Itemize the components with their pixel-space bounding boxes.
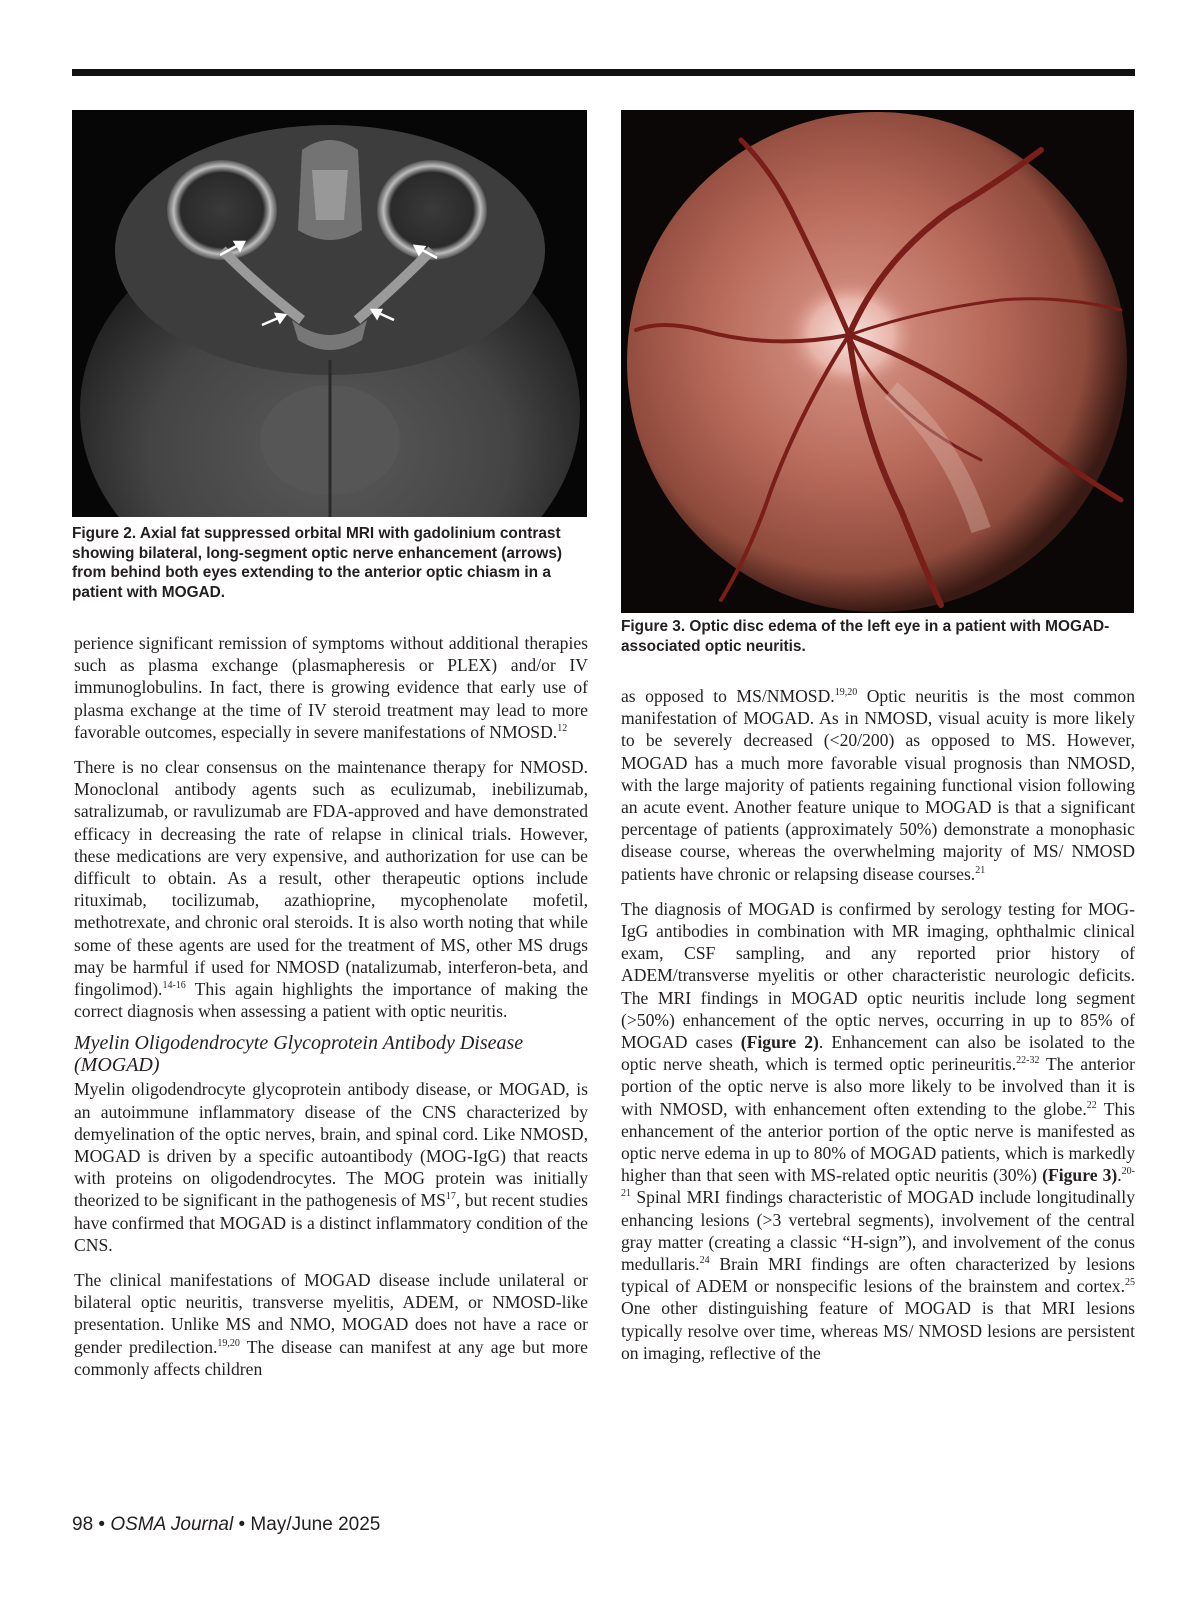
figure-2-mri-image	[72, 110, 587, 517]
paragraph: There is no clear consensus on the maintenance therapy for NMOSD. Monoclonal antibody agents such as eculizumab, inebilizumab, satralizumab, or ravulizumab are FDA-approved and have demonstrated efficacy in decreasing the rate of relapse in clinical trials. However, these medications are very expensive, and authorization for use can be difficult to obtain. As a result, other therapeutic options include rituximab, tocilizumab, azathioprine, mycophenolate mofetil, methotrexate, and chronic oral steroids. It is also worth noting that while some of these agents are used for the treatment of MS, other MS drugs may be harmful if used for NMOSD (natalizumab, interferon-beta, and fingolimod).$^{14-16}$ This again highlights the importance of making the correct diagnosis when assessing a patient with optic neuritis.	[74, 757, 588, 1022]
paragraph: The diagnosis of MOGAD is confirmed by serology testing for MOG-IgG antibodies in combination with MR imaging, ophthalmic clinical exam, CSF sampling, and any reported prior history of ADEM/transverse myelitis or other characteristic neurologic deficits. The MRI findings in MOGAD optic neuritis include long segment (>50%) enhancement of the optic nerves, occurring in up to 85% of MOGAD cases (Figure 2). Enhancement can also be isolated to the optic nerve sheath, which is termed optic perineuritis.$^{22-32}$ The anterior portion of the optic nerve is also more likely to be involved than it is with NMOSD, with enhancement often extending to the globe.$^{22}$ This enhancement of the anterior portion of the optic nerve is manifested as optic nerve edema in up to 80% of MOGAD patients, which is markedly higher than that seen with MS-related optic neuritis (30%) (Figure 3).$^{20-21}$ Spinal MRI findings characteristic of MOGAD include longitudinally enhancing lesions (>3 vertebral segments), involvement of the central gray matter (creating a classic “H-sign”), and involvement of the conus medullaris.$^{24}$ Brain MRI findings are often characterized by lesions typical of ADEM or nonspecific lesions of the brainstem and cortex.$^{25}$ One other distinguishing feature of MOGAD is that MRI lesions typically resolve over time, whereas MS/ NMOSD lesions are persistent on imaging, reflective of the	[621, 898, 1136, 1363]
figure-2-reference: (Figure 2)	[740, 1032, 819, 1053]
page-footer: 98 • OSMA Journal • May/June 2025	[72, 1514, 381, 1535]
figure-2-caption: Figure 2. Axial fat suppressed orbital MRI with gadolinium contrast showing bilateral, long-segment optic nerve enhancement (arrows) from behind both eyes extending to the anterior optic chiasm in a patient with MOGAD.	[72, 525, 563, 601]
page-number: 98	[72, 1514, 94, 1535]
paragraph: The clinical manifestations of MOGAD disease include unilateral or bilateral optic neuritis, transverse myelitis, ADEM, or NMOSD-like presentation. Unlike MS and NMO, MOGAD does not have a race or gender predilection.$^{19,20}$ The disease can manifest at any age but more commonly affects children	[74, 1270, 588, 1379]
figure-3-fundus-image	[621, 110, 1134, 613]
section-heading: Myelin Oligodendrocyte Glycoprotein Antibody Disease (MOGAD)	[74, 1032, 524, 1077]
issue-date: May/June 2025	[250, 1514, 381, 1535]
figure-3-reference: (Figure 3)	[1042, 1165, 1118, 1186]
journal-name: OSMA Journal	[110, 1514, 234, 1535]
left-column	[74, 632, 588, 1380]
paragraph: as opposed to MS/NMOSD.$^{19,20}$ Optic neuritis is the most common manifestation of MOGAD. As in NMOSD, visual acuity is more likely to be severely decreased (<20/200) as opposed to MS. However, MOGAD has a much more favorable visual prognosis than NMOSD, with the large majority of patients regaining functional vision following an acute event. Another feature unique to MOGAD is that a significant percentage of patients (approximately 50%) demonstrate a monophasic disease course, whereas the overwhelming majority of MS/ NMOSD patients have chronic or relapsing disease courses.$^{21}$	[621, 686, 1135, 884]
paragraph: Myelin oligodendrocyte glycoprotein antibody disease, or MOGAD, is an autoimmune inflammatory disease of the CNS characterized by demyelination of the optic nerves, brain, and spinal cord. Like NMOSD, MOGAD is driven by a specific autoantibody (MOG-IgG) that reacts with proteins on oligodendrocytes. The MOG protein was initially theorized to be significant in the pathogenesis of MS$^{17}$, but recent studies have confirmed that MOGAD is a distinct inflammatory condition of the CNS.	[74, 1079, 589, 1255]
right-column	[621, 685, 1135, 1364]
top-rule	[72, 69, 1135, 76]
figure-3-caption: Figure 3. Optic disc edema of the left eye in a patient with MOGAD-associated optic neuritis.	[621, 618, 1110, 655]
paragraph: perience significant remission of symptoms without additional therapies such as plasma exchange (plasmapheresis or PLEX) and/or IV immunoglobulins. In fact, there is growing evidence that early use of plasma exchange at the time of IV steroid treatment may lead to more favorable outcomes, especially in severe manifestations of NMOSD.$^{12}$	[74, 633, 588, 742]
